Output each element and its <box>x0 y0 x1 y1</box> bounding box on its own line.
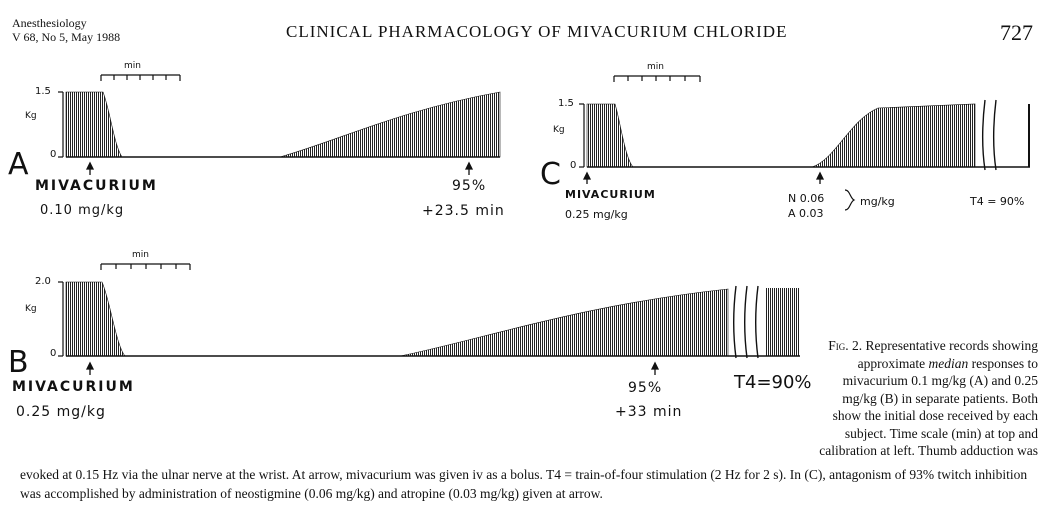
panel-b-letter: B <box>8 345 29 380</box>
panel-a-ymax-label: 1.5 <box>35 86 51 97</box>
legend-median: median <box>928 355 969 371</box>
running-title: CLINICAL PHARMACOLOGY OF MIVACURIUM CHLORIDE <box>286 22 788 41</box>
panel-c-trace-resumed-edge <box>1028 104 1030 167</box>
panel-c-ymax-label: 1.5 <box>558 98 574 109</box>
panel-a-drug: MIVACURIUM <box>35 178 158 194</box>
panel-b-unit-label: Kg <box>25 304 37 314</box>
panel-b-recovery-time: +33 min <box>615 404 683 420</box>
panel-a-recovery-percent: 95% <box>452 178 487 194</box>
page-number: 727 <box>1000 20 1033 45</box>
panel-c-letter: C <box>540 157 561 192</box>
panel-b-dose: 0.25 mg/kg <box>16 404 106 420</box>
panel-c-t4-label: T4 = 90% <box>970 195 1025 208</box>
panel-b-scale-label: min <box>132 250 149 260</box>
panel-c-zero-label: 0 <box>570 160 577 171</box>
panel-b-twitch-trace <box>66 282 728 356</box>
panel-b-recovery-arrow <box>652 363 658 375</box>
panel-b-record <box>58 264 800 375</box>
panel-b-break-marks <box>734 286 758 358</box>
panel-b-t4-label: T4=90% <box>734 372 812 393</box>
panel-c-drug: MIVACURIUM <box>565 188 656 201</box>
panel-a-zero-label: 0 <box>50 149 57 160</box>
panel-c-dose: 0.25 mg/kg <box>565 208 628 221</box>
panel-c-unit-label: Kg <box>553 125 565 135</box>
panel-c-neostigmine-dose: N 0.06 <box>788 192 825 205</box>
panel-c-y-axis <box>579 104 584 167</box>
panel-c-reversal-unit: mg/kg <box>860 195 895 208</box>
panel-a-time-scale <box>101 75 180 81</box>
panel-a-record <box>58 75 500 175</box>
panel-a-recovery-arrow <box>466 163 472 175</box>
legend-text-start: Representative records showing approximate <box>857 338 1038 371</box>
panel-a-y-axis <box>58 92 63 157</box>
figure-legend-continuation: evoked at 0.15 Hz via the ulnar nerve at the wrist. At arrow, mivacurium was given iv as a bolus. T4 = train-of-four stimulation (2 Hz for 2 s). In (C), antagonism of 93% twitch inhibition was accomplished by administration of neostigmine (0.06 mg/kg) and atropine (0.03 mg/kg) given at arrow. <box>20 467 1028 501</box>
panel-a-dose-arrow <box>87 163 93 175</box>
journal-name: Anesthesiology <box>12 16 87 30</box>
panel-c-twitch-trace <box>587 104 975 167</box>
panel-c-break-marks <box>983 100 996 170</box>
panel-c-reversal-brace <box>845 190 854 210</box>
panel-c-time-scale <box>614 76 700 82</box>
panel-c-dose-arrow <box>584 173 590 184</box>
figure-legend <box>816 337 1038 460</box>
panel-a-letter: A <box>8 147 29 182</box>
legend-text-rest: responses to mivacurium 0.1 mg/kg (A) and 0.25 mg/kg (B) in separate patients. Both show the initial dose received by each subject. Time scale (min) at top and calibration at left. Thumb adduction was <box>819 355 1038 458</box>
journal-volume: V 68, No 5, May 1988 <box>12 30 121 44</box>
figure-label: Fig. 2. <box>828 338 863 353</box>
panel-b-recovery-percent: 95% <box>628 380 663 396</box>
panel-a-twitch-trace <box>66 92 500 157</box>
panel-b-dose-arrow <box>87 363 93 375</box>
panel-a-recovery-time: +23.5 min <box>422 203 505 219</box>
panel-b-drug: MIVACURIUM <box>12 379 135 395</box>
panel-b-time-scale <box>101 264 190 270</box>
panel-b-trace-resumed <box>766 288 800 356</box>
panel-a-scale-label: min <box>124 61 141 71</box>
panel-b-y-axis <box>58 282 63 356</box>
panel-c-scale-label: min <box>647 62 664 72</box>
panel-a-unit-label: Kg <box>25 111 37 121</box>
panel-b-zero-label: 0 <box>50 348 57 359</box>
panel-c-reversal-arrow <box>817 173 823 184</box>
panel-c-atropine-dose: A 0.03 <box>788 207 824 220</box>
panel-a-dose: 0.10 mg/kg <box>40 203 125 218</box>
panel-b-ymax-label: 2.0 <box>35 276 51 287</box>
